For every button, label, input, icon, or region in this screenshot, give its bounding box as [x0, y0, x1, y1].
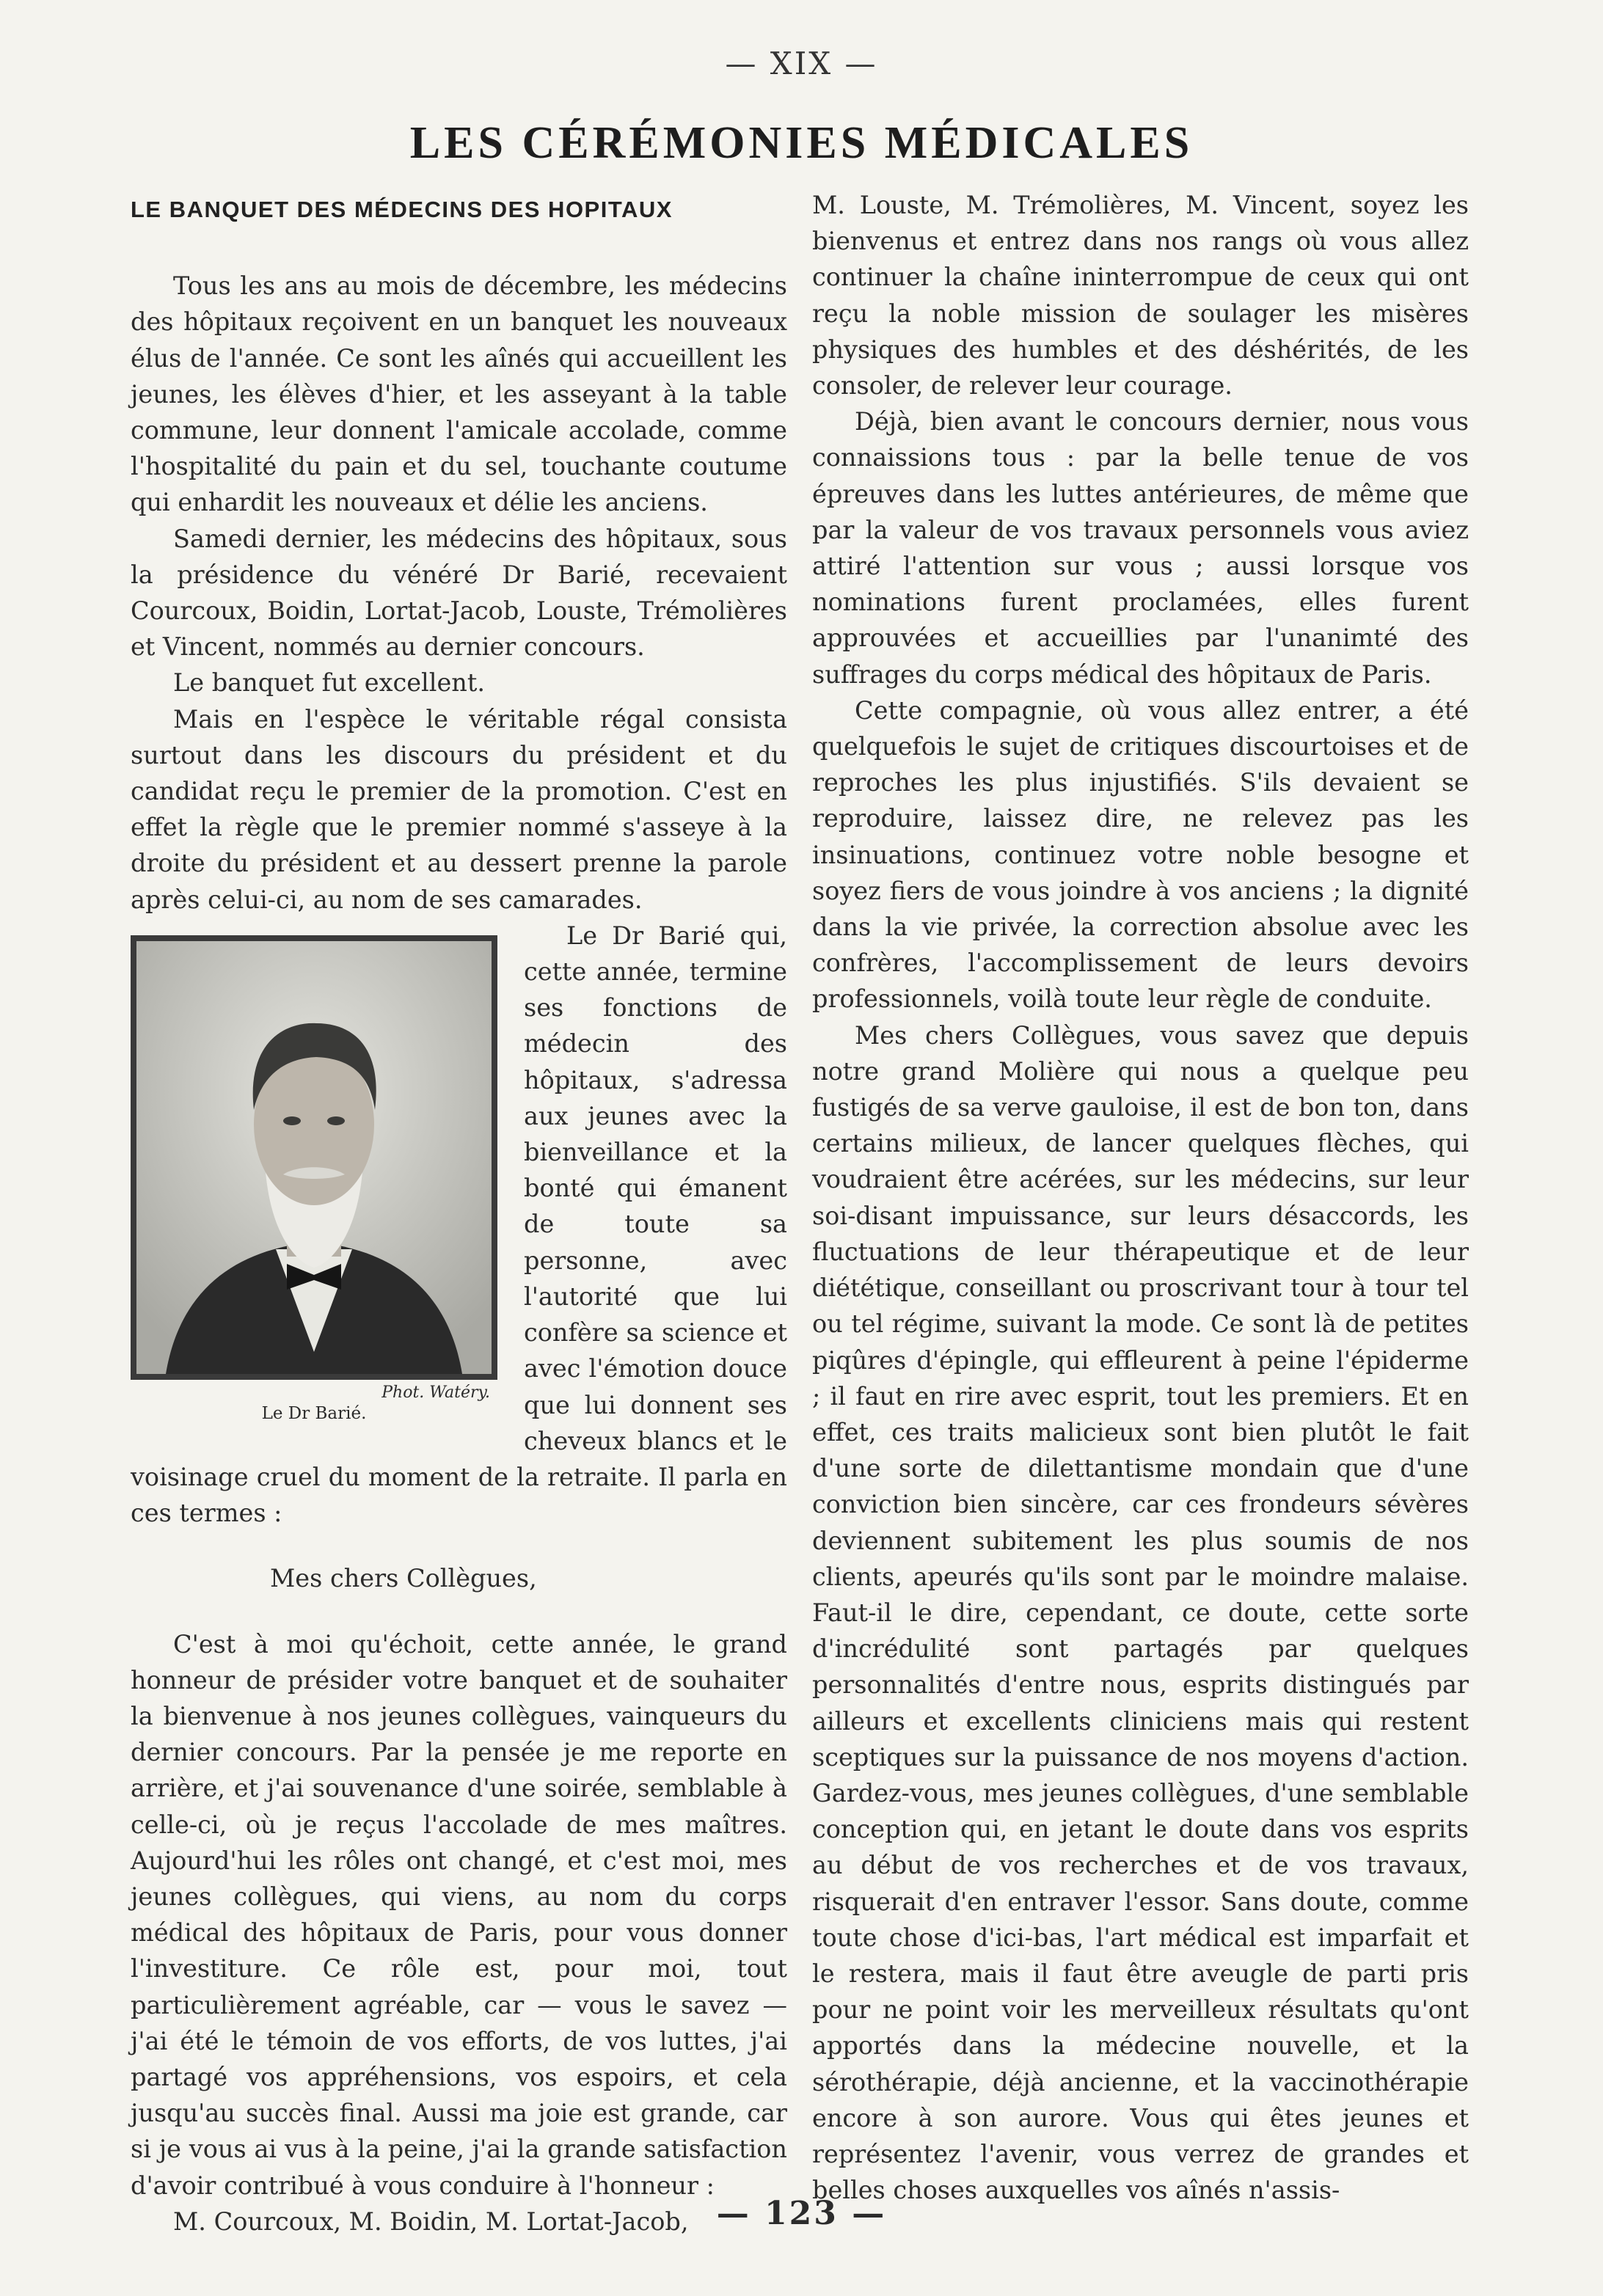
speech-salutation: Mes chers Collègues, [270, 1564, 537, 1593]
photo-caption: Le Dr Barié. [261, 1403, 367, 1423]
chapter-folio: — XIX — [725, 45, 878, 81]
paragraph: Le Dr Barié qui, cette année, termine ses fonctions de médecin des hôpitaux, s'adressa aux jeunes avec la bienveillance et la bonté qui émanent de toute sa personne, avec l'autorité que lui confère sa science et avec l'émotion douce que lui donnent ses cheveux blancs et le voisinage cruel du moment de la retraite. Il parla en ces termes : [131, 921, 787, 1528]
speech-paragraph: M. Courcoux, M. Boidin, M. Lortat-Jacob, [173, 2207, 689, 2236]
speech-paragraph: Mes chers Collègues, vous savez que depuis notre grand Molière qui nous a quelque peu fustigés de sa verve gauloise, il est de bon ton, dans certains milieux, de lancer quelques flèches, qui voudraient être acérées, sur les médecins, sur leur soi-disant impuissance, sur leurs désaccords, les fluctuations de leur thérapeutique et de leur diététique, conseillant ou proscrivant tour à tour tel ou tel régime, suivant la mode. Ce sont là de petites piqûres d'épingle, qui effleurent à peine l'épiderme ; il faut en rire avec esprit, tout les premiers. Et en effet, ces traits malicieux sont bien plutôt le fait d'une sorte de dilettantisme mondain que d'une conviction bien sincère, car ces frondeurs sévères deviennent subitement les plus soumis de nos clients, apeurés qu'ils sont par le moindre malaise. Faut-il le dire, cependant, ce doute, cette sorte d'incrédulité sont partagés par quelques personnalités d'entre nous, esprits distingués par ailleurs et excellents cliniciens mais qui restent sceptiques sur la puissance de nos moyens d'action. Gardez-vous, mes jeunes collègues, d'une semblable conception qui, en jetant le doute dans vos esprits au début de vos recherches et de vos travaux, risquerait d'en entraver l'essor. Sans doute, comme toute chose d'ici-bas, l'art médical est imparfait et le restera, mais il faut être aveugle de parti pris pour ne point voir les merveilleux résultats qu'ont apportés dans la médecine nouvelle, et la sérothérapie, déjà ancienne, et la vaccinothérapie encore à son aurore. Vous qui êtes jeunes et représentez l'avenir, vous verrez de grandes et belles choses auxquelles vos aînés n'assis- [812, 1020, 1469, 2205]
paragraph: Samedi dernier, les médecins des hôpitaux, sous la présidence du vénéré Dr Barié, recevaient Courcoux, Boidin, Lortat-Jacob, Louste, Trémolières et Vincent, nommés au dernier concours. [131, 524, 787, 662]
paragraph: Le banquet fut excellent. [173, 668, 485, 698]
section-heading: LE BANQUET DES MÉDECINS DES HOPITAUX [131, 197, 673, 222]
portrait-photo [131, 935, 497, 1380]
paragraph: Tous les ans au mois de décembre, les médecins des hôpitaux reçoivent en un banquet les nouveaux élus de l'année. Ce sont les aînés qui accueillent les jeunes, les élèves d'hier, et les asseyant à la table commune, leur donnent l'amicale accolade, comme l'hospitalité du pain et du sel, touchante coutume qui enhardit les nouveaux et délie les anciens. [131, 271, 787, 517]
portrait-illustration [136, 941, 492, 1374]
left-column [131, 187, 787, 2240]
page-title: LES CÉRÉMONIES MÉDICALES [409, 118, 1194, 168]
page-number: — 123 — [716, 2195, 887, 2232]
paragraph: Mais en l'espèce le véritable régal consista surtout dans les discours du président et du candidat reçu le premier de la promotion. C'est en effet la règle que le premier nommé s'asseye à la droite du président et au dessert prenne la parole après celui-ci, au nom de ses camarades. [131, 704, 787, 914]
portrait-figure [131, 935, 497, 1424]
speech-paragraph: Déjà, bien avant le concours dernier, nous vous connaissions tous : par la belle tenue de vos épreuves dans les luttes antérieures, de même que par la valeur de vos travaux personnels vous aviez attiré l'attention sur vous ; aussi lorsque vos nominations furent proclamées, elles furent approuvées et accueillies par l'unanimté des suffrages du corps médical des hôpitaux de Paris. [812, 407, 1469, 689]
speech-paragraph: Cette compagnie, où vous allez entrer, a été quelquefois le sujet de critiques discourtoises et de reproches les plus injustifiés. S'ils devaient se reproduire, laissez dire, ne relevez pas les insinuations, continuez votre noble besogne et soyez fiers de vous joindre à vos anciens ; la dignité dans la vie privée, la correction absolue avec les confrères, l'accomplissement de leurs devoirs professionnels, voilà toute leur règle de conduite. [812, 695, 1469, 1014]
right-column [812, 187, 1469, 2208]
speech-paragraph: C'est à moi qu'échoit, cette année, le grand honneur de présider votre banquet et de souhaiter la bienvenue à nos jeunes collègues, vainqueurs du dernier concours. Par la pensée je me reporte en arrière, et j'ai souvenance d'une soirée, semblable à celle-ci, où je reçus l'accolade de mes maîtres. Aujourd'hui les rôles ont changé, et c'est moi, mes jeunes collègues, qui viens, au nom du corps médical des hôpitaux de Paris, pour vous donner l'investiture. Ce rôle est, pour moi, tout particulièrement agréable, car — vous le savez — j'ai été le témoin de vos efforts, de vos luttes, j'ai partagé vos appréhensions, vos espoirs, et cela jusqu'au succès final. Aussi ma joie est grande, car si je vous ai vus à la peine, j'ai la grande satisfaction d'avoir contribué à vous conduire à l'honneur : [131, 1629, 787, 2200]
photo-credit: Phot. Watéry. [381, 1383, 490, 1402]
speech-paragraph: M. Louste, M. Trémolières, M. Vincent, soyez les bienvenus et entrez dans nos rangs où vous allez continuer la chaîne ininterrompue de ceux qui ont reçu la noble mission de soulager les misères physiques des humbles et des déshérités, de les consoler, de relever leur courage. [812, 191, 1469, 401]
